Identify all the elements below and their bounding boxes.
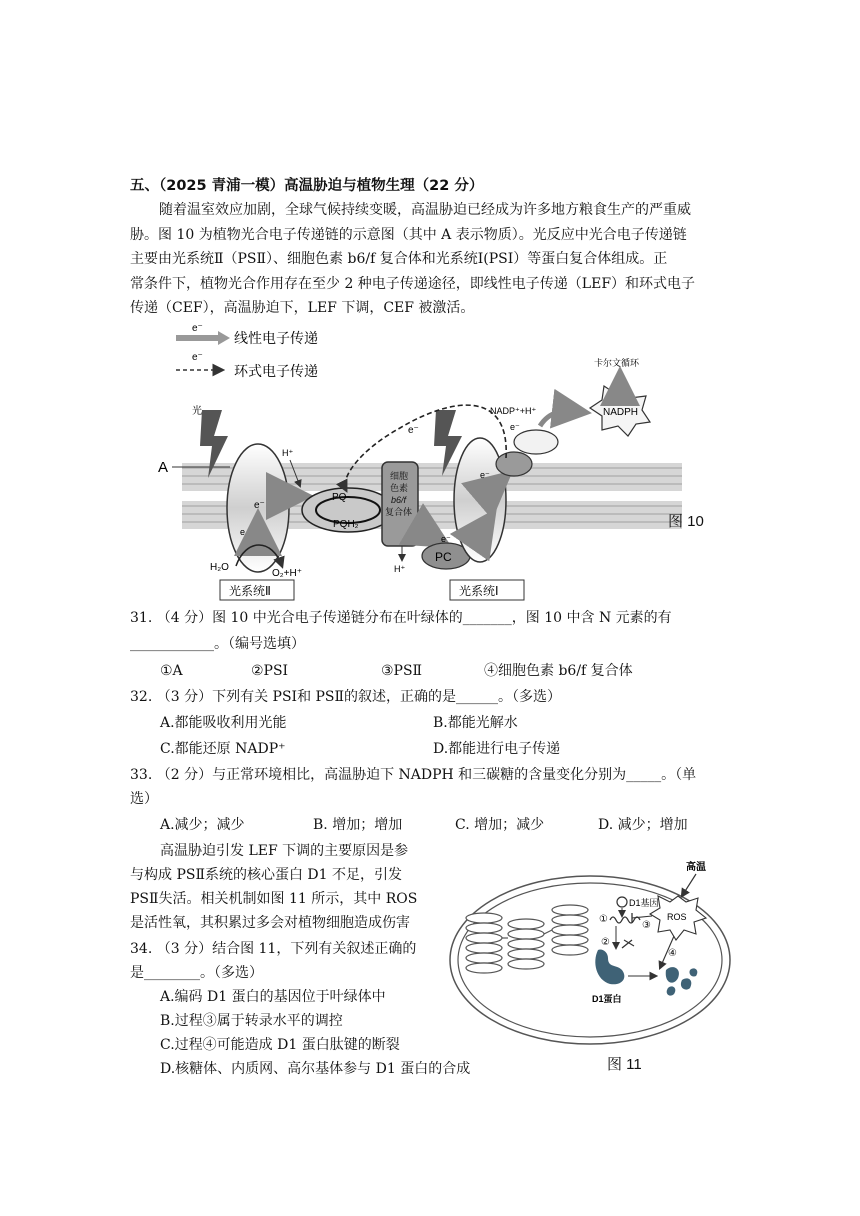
e-ps1-a: e⁻ bbox=[480, 470, 490, 480]
intro-line: 随着温室效应加剧，全球气候持续变暖，高温胁迫已经成为许多地方粮食生产的严重威 bbox=[159, 202, 691, 218]
pc-label: PC bbox=[435, 550, 452, 564]
d1-gene-label: D1基因 bbox=[629, 898, 659, 908]
legend-linear-label: 线性电子传递 bbox=[234, 330, 318, 346]
section-title: 五、（2025 青浦一模）高温胁迫与植物生理（22 分） bbox=[130, 178, 484, 194]
q31-option: ③PSⅡ bbox=[381, 663, 423, 679]
nadp-in-label: NADP⁺+H⁺ bbox=[490, 406, 537, 416]
q34-stem-line2: 是________。（多选） bbox=[130, 965, 263, 981]
q34-stem-line1: 34. （3 分）结合图 11，下列有关叙述正确的 bbox=[130, 941, 417, 957]
legend-e1: e⁻ bbox=[192, 323, 203, 334]
q32-option: D.都能进行电子传递 bbox=[433, 741, 561, 757]
o2-label: O₂+H⁺ bbox=[272, 568, 302, 579]
intro-line: 传递（CEF），高温胁迫下，LEF 下调，CEF 被激活。 bbox=[130, 300, 475, 316]
q34-option: D.核糖体、内质网、高尔基体参与 D1 蛋白的合成 bbox=[160, 1061, 471, 1077]
figure-11-diagram bbox=[446, 852, 736, 1048]
light-label: 光 bbox=[192, 406, 202, 417]
intro-line: 胁。图 10 为植物光合电子传递链的示意图（其中 A 表示物质）。光反应中光合电子传递链 bbox=[130, 226, 687, 243]
q34-option: B.过程③属于转录水平的调控 bbox=[160, 1013, 343, 1029]
q33-stem-line1: 33. （2 分）与正常环境相比，高温胁迫下 NADPH 和三碳糖的含量变化分别为_____。（单 bbox=[130, 767, 697, 783]
e-ps1-b: e⁻ bbox=[482, 493, 492, 503]
process-1: ① bbox=[599, 914, 608, 925]
legend-cyclic-label: 环式电子传递 bbox=[234, 363, 318, 379]
q34-option: A.编码 D1 蛋白的基因位于叶绿体中 bbox=[160, 989, 386, 1005]
intro-line: 常条件下，植物光合作用存在至少 2 种电子传递途径，即线性电子传递（LEF）和环式电子 bbox=[130, 275, 696, 292]
cyt-line4: 复合体 bbox=[385, 507, 413, 517]
para2-line: 高温胁迫引发 LEF 下调的主要原因是参 bbox=[160, 843, 409, 859]
e-pc: e⁻ bbox=[441, 534, 451, 544]
q32-option: C.都能还原 NADP⁺ bbox=[160, 741, 286, 757]
fnr-protein bbox=[514, 430, 558, 454]
figure-10-caption: 图 10 bbox=[668, 513, 704, 530]
e-top: e⁻ bbox=[408, 425, 419, 436]
calvin-label: 卡尔文循环 bbox=[594, 358, 640, 368]
q33-option: B. 增加；增加 bbox=[313, 817, 403, 833]
label-A: A bbox=[158, 459, 169, 476]
intro-line: 主要由光系统Ⅱ（PSⅡ）、细胞色素 b6/f 复合体和光系统Ⅰ(PSI）等蛋白复合体组成。正 bbox=[130, 251, 668, 267]
para2-line: PSⅡ失活。相关机制如图 11 所示，其中 ROS bbox=[130, 891, 418, 907]
h2o-label: H₂O bbox=[210, 562, 229, 573]
q33-option: D. 减少；增加 bbox=[598, 817, 688, 833]
para2-line: 是活性氧，其积累过多会对植物细胞造成伤害 bbox=[130, 915, 410, 931]
pq-label: PQ bbox=[332, 492, 347, 503]
nadph-label: NADPH bbox=[603, 407, 639, 418]
q31-stem-line1: 31. （4 分）图 10 中光合电子传递链分布在叶绿体的_______，图 10 中含 N 元素的有 bbox=[130, 610, 672, 626]
q31-option: ④细胞色素 b6/f 复合体 bbox=[484, 663, 633, 679]
q34-option: C.过程④可能造成 D1 蛋白肽键的断裂 bbox=[160, 1037, 400, 1053]
q31-stem-line2: ____________。（编号选填） bbox=[130, 636, 305, 652]
q33-option: A.减少；减少 bbox=[160, 817, 245, 833]
q32-option: A.都能吸收利用光能 bbox=[160, 715, 287, 731]
process-4: ④ bbox=[668, 948, 677, 959]
cyt-line2: 色素 bbox=[390, 483, 409, 493]
q33-stem-line2: 选） bbox=[130, 791, 158, 807]
fd-protein bbox=[496, 452, 532, 476]
intro-paragraph bbox=[130, 198, 695, 321]
cyt-line1: 细胞 bbox=[390, 471, 409, 481]
e-nadp: e⁻ bbox=[510, 422, 520, 432]
process-2: ② bbox=[601, 937, 610, 948]
figure-11-caption: 图 11 bbox=[607, 1056, 642, 1073]
q31-option: ①A bbox=[160, 663, 183, 679]
e-ps2-low: e bbox=[240, 527, 246, 537]
h-top-label: H⁺ bbox=[282, 448, 294, 458]
q31-option: ②PSⅠ bbox=[251, 663, 289, 679]
cyt-line3: b6/f bbox=[391, 495, 407, 505]
h-bottom-label: H⁺ bbox=[394, 564, 406, 574]
d1-protein-label: D1蛋白 bbox=[592, 994, 622, 1004]
q32-stem: 32. （3 分）下列有关 PSⅠ和 PSⅡ的叙述，正确的是______。（多选） bbox=[130, 689, 562, 705]
ps1-complex bbox=[454, 438, 506, 562]
q33-option: C. 增加；减少 bbox=[455, 817, 545, 833]
ros-label: ROS bbox=[667, 912, 687, 922]
q32-option: B.都能光解水 bbox=[433, 715, 518, 731]
legend-e2: e⁻ bbox=[192, 352, 203, 363]
para2-line: 与构成 PSⅡ系统的核心蛋白 D1 不足，引发 bbox=[130, 867, 403, 883]
e-ps2: e⁻ bbox=[254, 500, 265, 511]
pqh2-label: PQH₂ bbox=[333, 519, 359, 530]
process-3: ③ bbox=[642, 920, 651, 931]
figure-10-diagram bbox=[150, 318, 710, 603]
ps1-label: 光系统Ⅰ bbox=[459, 584, 499, 598]
ps2-label: 光系统Ⅱ bbox=[229, 584, 271, 598]
heat-label: 高温 bbox=[686, 862, 706, 873]
legend-linear-arrowhead bbox=[218, 331, 230, 345]
